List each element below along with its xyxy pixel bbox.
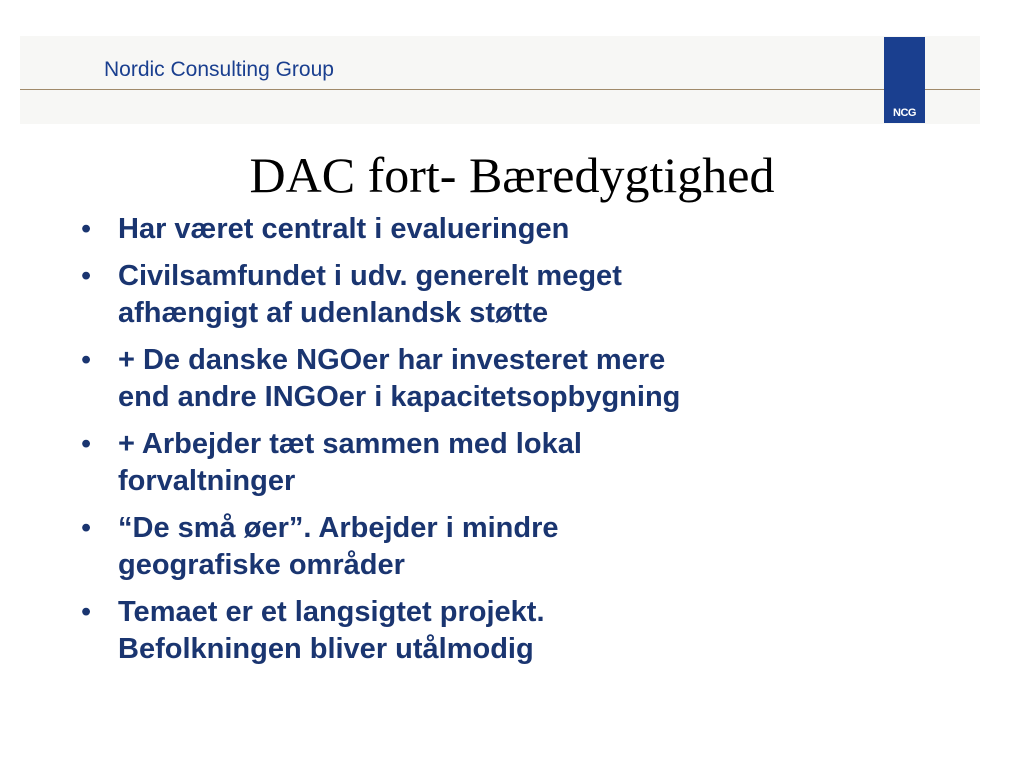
bullet-dot-icon: • [81,596,92,628]
bullet-text: geografiske områder [118,549,405,581]
slide-title: DAC fort- Bæredygtighed [249,147,775,203]
bullet-item [78,211,978,248]
bullet-text: Har været centralt i evalueringen [118,213,570,245]
bullet-dot-icon: • [81,344,92,376]
company-name: Nordic Consulting Group [104,58,334,81]
bullet-text: Civilsamfundet i udv. generelt meget [118,260,622,292]
bullet-item [78,594,978,668]
bullet-dot-icon: • [81,260,92,292]
logo-text: NCG [893,107,916,119]
bullet-item [78,258,978,332]
bullet-dot-icon: • [81,512,92,544]
bullet-text: + De danske NGOer har investeret mere [118,344,666,376]
bullet-item [78,426,978,500]
bullet-text: Befolkningen bliver utålmodig [118,633,534,665]
bullet-text: end andre INGOer i kapacitetsopbygning [118,381,681,413]
bullet-list [78,211,978,678]
bullet-text: forvaltninger [118,465,296,497]
bullet-text: Temaet er et langsigtet projekt. [118,596,545,628]
bullet-text: + Arbejder tæt sammen med lokal [118,428,582,460]
bullet-text: afhængigt af udenlandsk støtte [118,297,549,329]
header-divider [20,89,980,90]
bullet-dot-icon: • [81,213,92,245]
company-logo [884,37,925,123]
bullet-item [78,342,978,416]
bullet-text: “De små øer”. Arbejder i mindre [118,512,559,544]
bullet-item [78,510,978,584]
bullet-dot-icon: • [81,428,92,460]
